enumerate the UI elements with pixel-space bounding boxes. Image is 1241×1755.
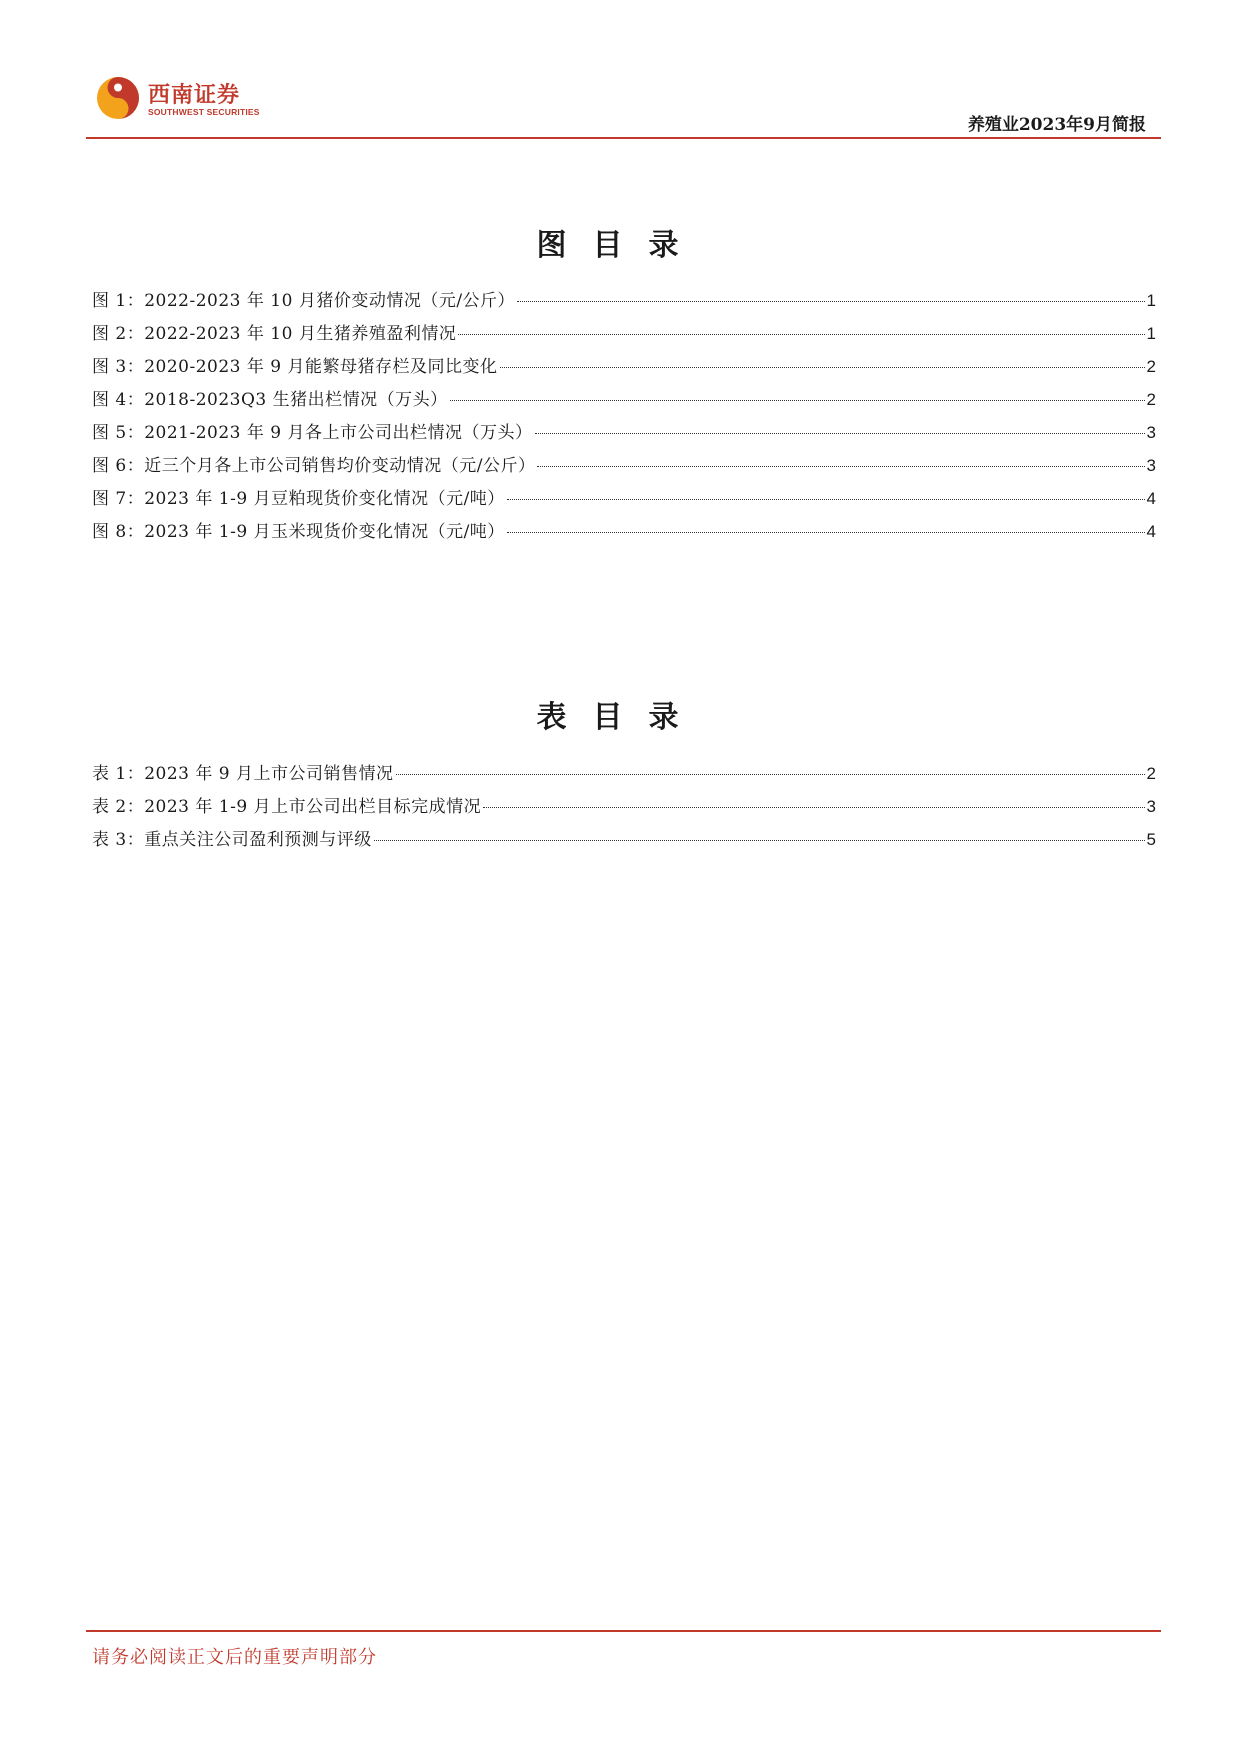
dot-leader <box>517 301 1144 302</box>
toc-page-number: 2 <box>1146 764 1156 783</box>
dot-leader <box>396 774 1145 775</box>
dot-leader <box>507 499 1145 500</box>
toc-entry-figure-6[interactable] <box>92 451 1156 484</box>
dot-leader <box>458 334 1144 335</box>
toc-page-number: 4 <box>1146 522 1156 541</box>
toc-page-number: 3 <box>1146 423 1156 442</box>
footer-divider <box>86 1630 1161 1632</box>
toc-page-number: 2 <box>1146 390 1156 409</box>
toc-entry-figure-8[interactable] <box>92 517 1156 550</box>
dot-leader <box>507 532 1145 533</box>
header-divider <box>86 137 1161 139</box>
dot-leader <box>374 840 1145 841</box>
table-toc-list <box>92 759 1156 858</box>
toc-page-number: 3 <box>1146 456 1156 475</box>
toc-entry-label: 图 2：2022-2023 年 10 月生猪养殖盈利情况 <box>92 324 457 344</box>
page-header <box>86 70 1156 140</box>
toc-entry-table-3[interactable] <box>92 825 1156 858</box>
toc-entry-label: 表 1：2023 年 9 月上市公司销售情况 <box>92 764 394 784</box>
toc-entry-label: 图 5：2021-2023 年 9 月各上市公司出栏情况（万头） <box>92 423 533 443</box>
toc-page-number: 3 <box>1146 797 1156 816</box>
figure-toc-title: 图目录 <box>536 228 705 263</box>
toc-page-number: 1 <box>1146 324 1156 343</box>
dot-leader <box>500 367 1145 368</box>
report-title: 养殖业2023年9月简报 <box>967 115 1146 135</box>
toc-page-number: 5 <box>1146 830 1156 849</box>
toc-entry-figure-5[interactable] <box>92 418 1156 451</box>
dot-leader <box>535 433 1145 434</box>
toc-entry-label: 表 3：重点关注公司盈利预测与评级 <box>92 830 372 850</box>
toc-entry-figure-2[interactable] <box>92 319 1156 352</box>
toc-entry-label: 表 2：2023 年 1-9 月上市公司出栏目标完成情况 <box>92 797 482 817</box>
southwest-securities-logo-icon <box>96 76 140 120</box>
toc-page-number: 2 <box>1146 357 1156 376</box>
toc-entry-label: 图 7：2023 年 1-9 月豆粕现货价变化情况（元/吨） <box>92 489 505 509</box>
logo-name-cn: 西南证券 <box>148 82 241 108</box>
logo-name-en: SOUTHWEST SECURITIES <box>148 107 260 117</box>
toc-entry-label: 图 4：2018-2023Q3 生猪出栏情况（万头） <box>92 390 448 410</box>
dot-leader <box>483 807 1144 808</box>
toc-entry-figure-4[interactable] <box>92 385 1156 418</box>
toc-entry-figure-3[interactable] <box>92 352 1156 385</box>
toc-entry-figure-7[interactable] <box>92 484 1156 517</box>
toc-entry-table-2[interactable] <box>92 792 1156 825</box>
footer-disclaimer: 请务必阅读正文后的重要声明部分 <box>92 1647 377 1668</box>
toc-entry-label: 图 6：近三个月各上市公司销售均价变动情况（元/公斤） <box>92 456 536 476</box>
toc-entry-label: 图 3：2020-2023 年 9 月能繁母猪存栏及同比变化 <box>92 357 498 377</box>
dot-leader <box>450 400 1145 401</box>
company-logo <box>96 76 260 126</box>
dot-leader <box>537 466 1144 467</box>
toc-entry-label: 图 1：2022-2023 年 10 月猪价变动情况（元/公斤） <box>92 291 516 311</box>
figure-toc-list <box>92 286 1156 550</box>
toc-entry-table-1[interactable] <box>92 759 1156 792</box>
toc-page-number: 4 <box>1146 489 1156 508</box>
toc-page-number: 1 <box>1146 291 1156 310</box>
table-toc-title: 表目录 <box>536 700 705 735</box>
toc-entry-label: 图 8：2023 年 1-9 月玉米现货价变化情况（元/吨） <box>92 522 505 542</box>
toc-entry-figure-1[interactable] <box>92 286 1156 319</box>
